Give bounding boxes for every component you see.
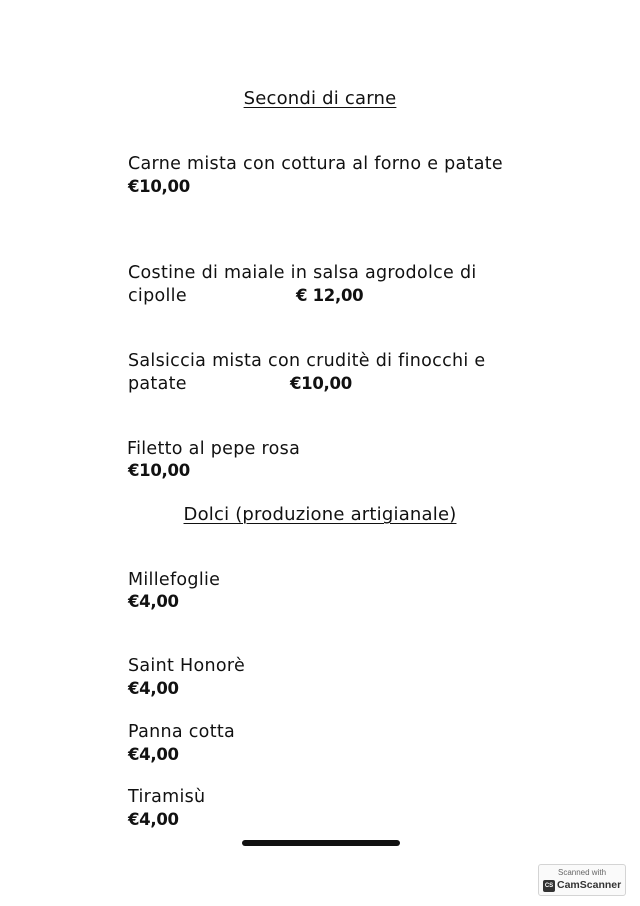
- item-price: €10,00: [290, 374, 352, 393]
- item-name-continued: patate: [128, 374, 187, 394]
- item-price: €4,00: [128, 592, 179, 611]
- item-name: Panna cotta: [128, 722, 236, 742]
- item-price: €4,00: [128, 679, 179, 698]
- item-name: Millefoglie: [128, 570, 221, 590]
- watermark-caption: Scanned with: [557, 868, 607, 877]
- item-name: Salsiccia mista con cruditè di finocchi e: [128, 351, 486, 371]
- camscanner-watermark: [538, 864, 626, 896]
- item-name: Filetto al pepe rosa: [127, 439, 301, 459]
- home-indicator[interactable]: [242, 840, 400, 846]
- item-price: €10,00: [128, 177, 190, 196]
- camscanner-logo-icon: CS: [543, 880, 555, 892]
- item-price: €4,00: [128, 810, 179, 829]
- item-name-continued: cipolle: [128, 286, 187, 306]
- item-price: € 12,00: [296, 286, 364, 305]
- item-price: €10,00: [128, 461, 190, 480]
- watermark-brand: CamScanner: [557, 879, 622, 891]
- item-price: €4,00: [128, 745, 179, 764]
- item-name: Costine di maiale in salsa agrodolce di: [128, 263, 477, 283]
- item-name: Saint Honorè: [128, 656, 246, 676]
- item-name: Tiramisù: [128, 787, 206, 807]
- section-title-meat: Secondi di carne: [243, 88, 397, 109]
- section-title-desserts: Dolci (produzione artigianale): [183, 504, 457, 525]
- item-name: Carne mista con cottura al forno e patate: [128, 154, 503, 174]
